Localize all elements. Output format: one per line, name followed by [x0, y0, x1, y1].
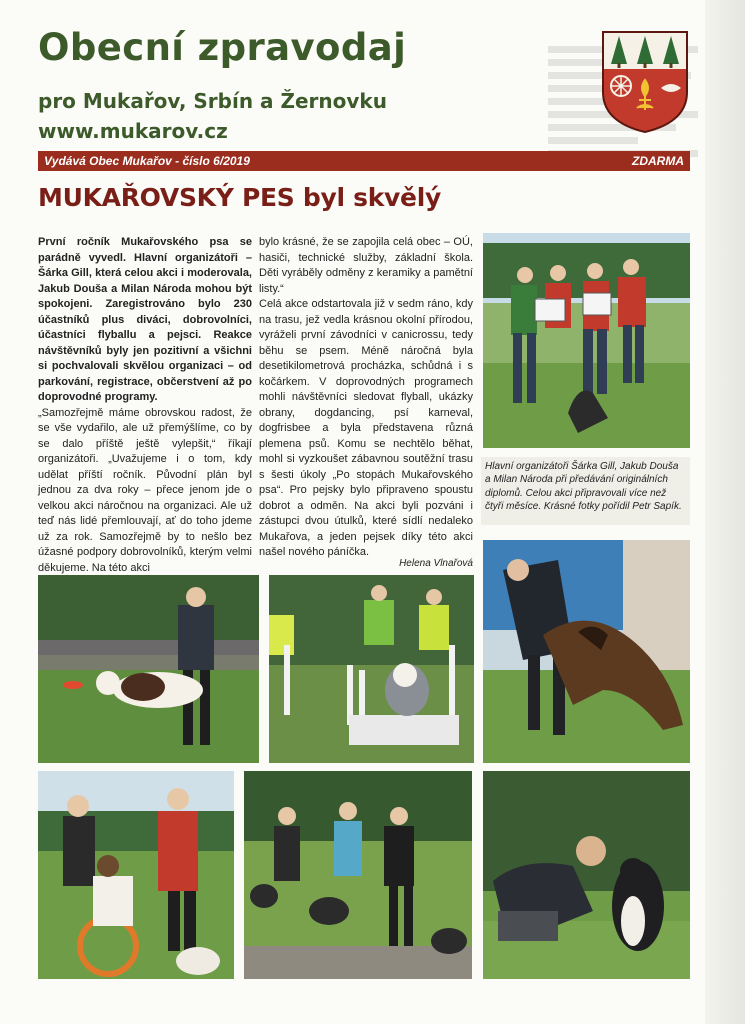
article-column-1 [38, 235, 252, 576]
article-headline: MUKAŘOVSKÝ PES byl skvělý [38, 183, 441, 212]
article-column-2 [259, 235, 473, 561]
photo-flyball [269, 575, 474, 763]
photo-man-with-dog [483, 771, 690, 979]
article-lead: První ročník Mukařovského psa se parádně vyvedl. Hlavní organizátoři – Šárka Gill, která celou akci i moderovala, Jakub Douša a Milan Národa mohou být spokojeni. Zaregistrováno bylo 230 účastníků plus diváci, dobrovolníci, účastníci flyballu a pejsci. Reakce návštěvníků byly jen pozitivní a všichni si pochvalovali skvělou organizaci – od parkování, registrace, občerstvení až po doprovodné programy. [38, 236, 252, 403]
article-author: Helena Vlnařová [399, 558, 473, 569]
article-body-col2-p2: Celá akce odstartovala již v sedm ráno, kdy na trasu, jež vedla krásnou okolní přírodou, vyráželi první závodníci v canicrossu, tedy běhu se psem. Méně náročná byla desetikilometrová procházka, schůdná i s kočárkem. V doprovodných programech mohli návštěvníci sledovat flyball, ukázky obrany, dogdancing, psí karneval, dogfrisbee a byla představena různá plemena psů. Komu se nechtělo běhat, mohl si vyzkoušet zábavnou soutěžní trasu s šesti úkoly „Po stopách Mukařovského psa“. Pro pejsky bylo připraveno spoustu dobrot a odměn. Na akci byli pozváni i zástupci dvou útulků, které sídlí nedaleko Mukařova, a jeden pejsek díky této akci našel nového páníčka. [259, 298, 473, 558]
coat-of-arms-icon [601, 30, 689, 134]
masthead-url[interactable]: www.mukarov.cz [38, 119, 228, 143]
photo-dogfrisbee [38, 575, 259, 763]
photo-dog-defense [483, 540, 690, 763]
photo-canicross [244, 771, 472, 979]
masthead-subtitle: pro Mukařov, Srbín a Žernovku [38, 89, 387, 113]
masthead-title: Obecní zpravodaj [38, 26, 407, 69]
photo-caption: Hlavní organizátoři Šárka Gill, Jakub Douša a Milan Národa při předávání originálních diplomů. Celou akci připravovali více než čtyři měsíce. Krásné fotky pořídil Petr Sapík. [481, 457, 690, 525]
issue-price: ZDARMA [632, 154, 684, 168]
article-body-col1: „Samozřejmě máme obrovskou radost, že se vše vydařilo, ale už přemýšlíme, co by se dalo příště ještě vylepšit,“ říkají organizátoři. „Uvažujeme i o tom, kdy udělat příští ročník. Původní plán byl jednou za dva roky – přece jenom jde o velkou akci náročnou na organizaci. Ale už teď nás lidé přemlouvají, ať do toho jdeme už za rok. Samozřejmě by to nešlo bez úžasné podpory dobrovolníků, kterým velmi děkujeme. Na této akci [38, 406, 252, 574]
page-edge [705, 0, 745, 1024]
issue-publisher: Vydává Obec Mukařov - číslo 6/2019 [44, 154, 250, 168]
issue-bar [38, 151, 690, 171]
article-body-col2-p1: bylo krásné, že se zapojila celá obec – OÚ, hasiči, technické služby, základní škola. Děti vyráběly odměny z keramiky a pamětní listy.“ [259, 236, 473, 295]
photo-wheelchair-award [38, 771, 234, 979]
photo-organizers [483, 233, 690, 448]
